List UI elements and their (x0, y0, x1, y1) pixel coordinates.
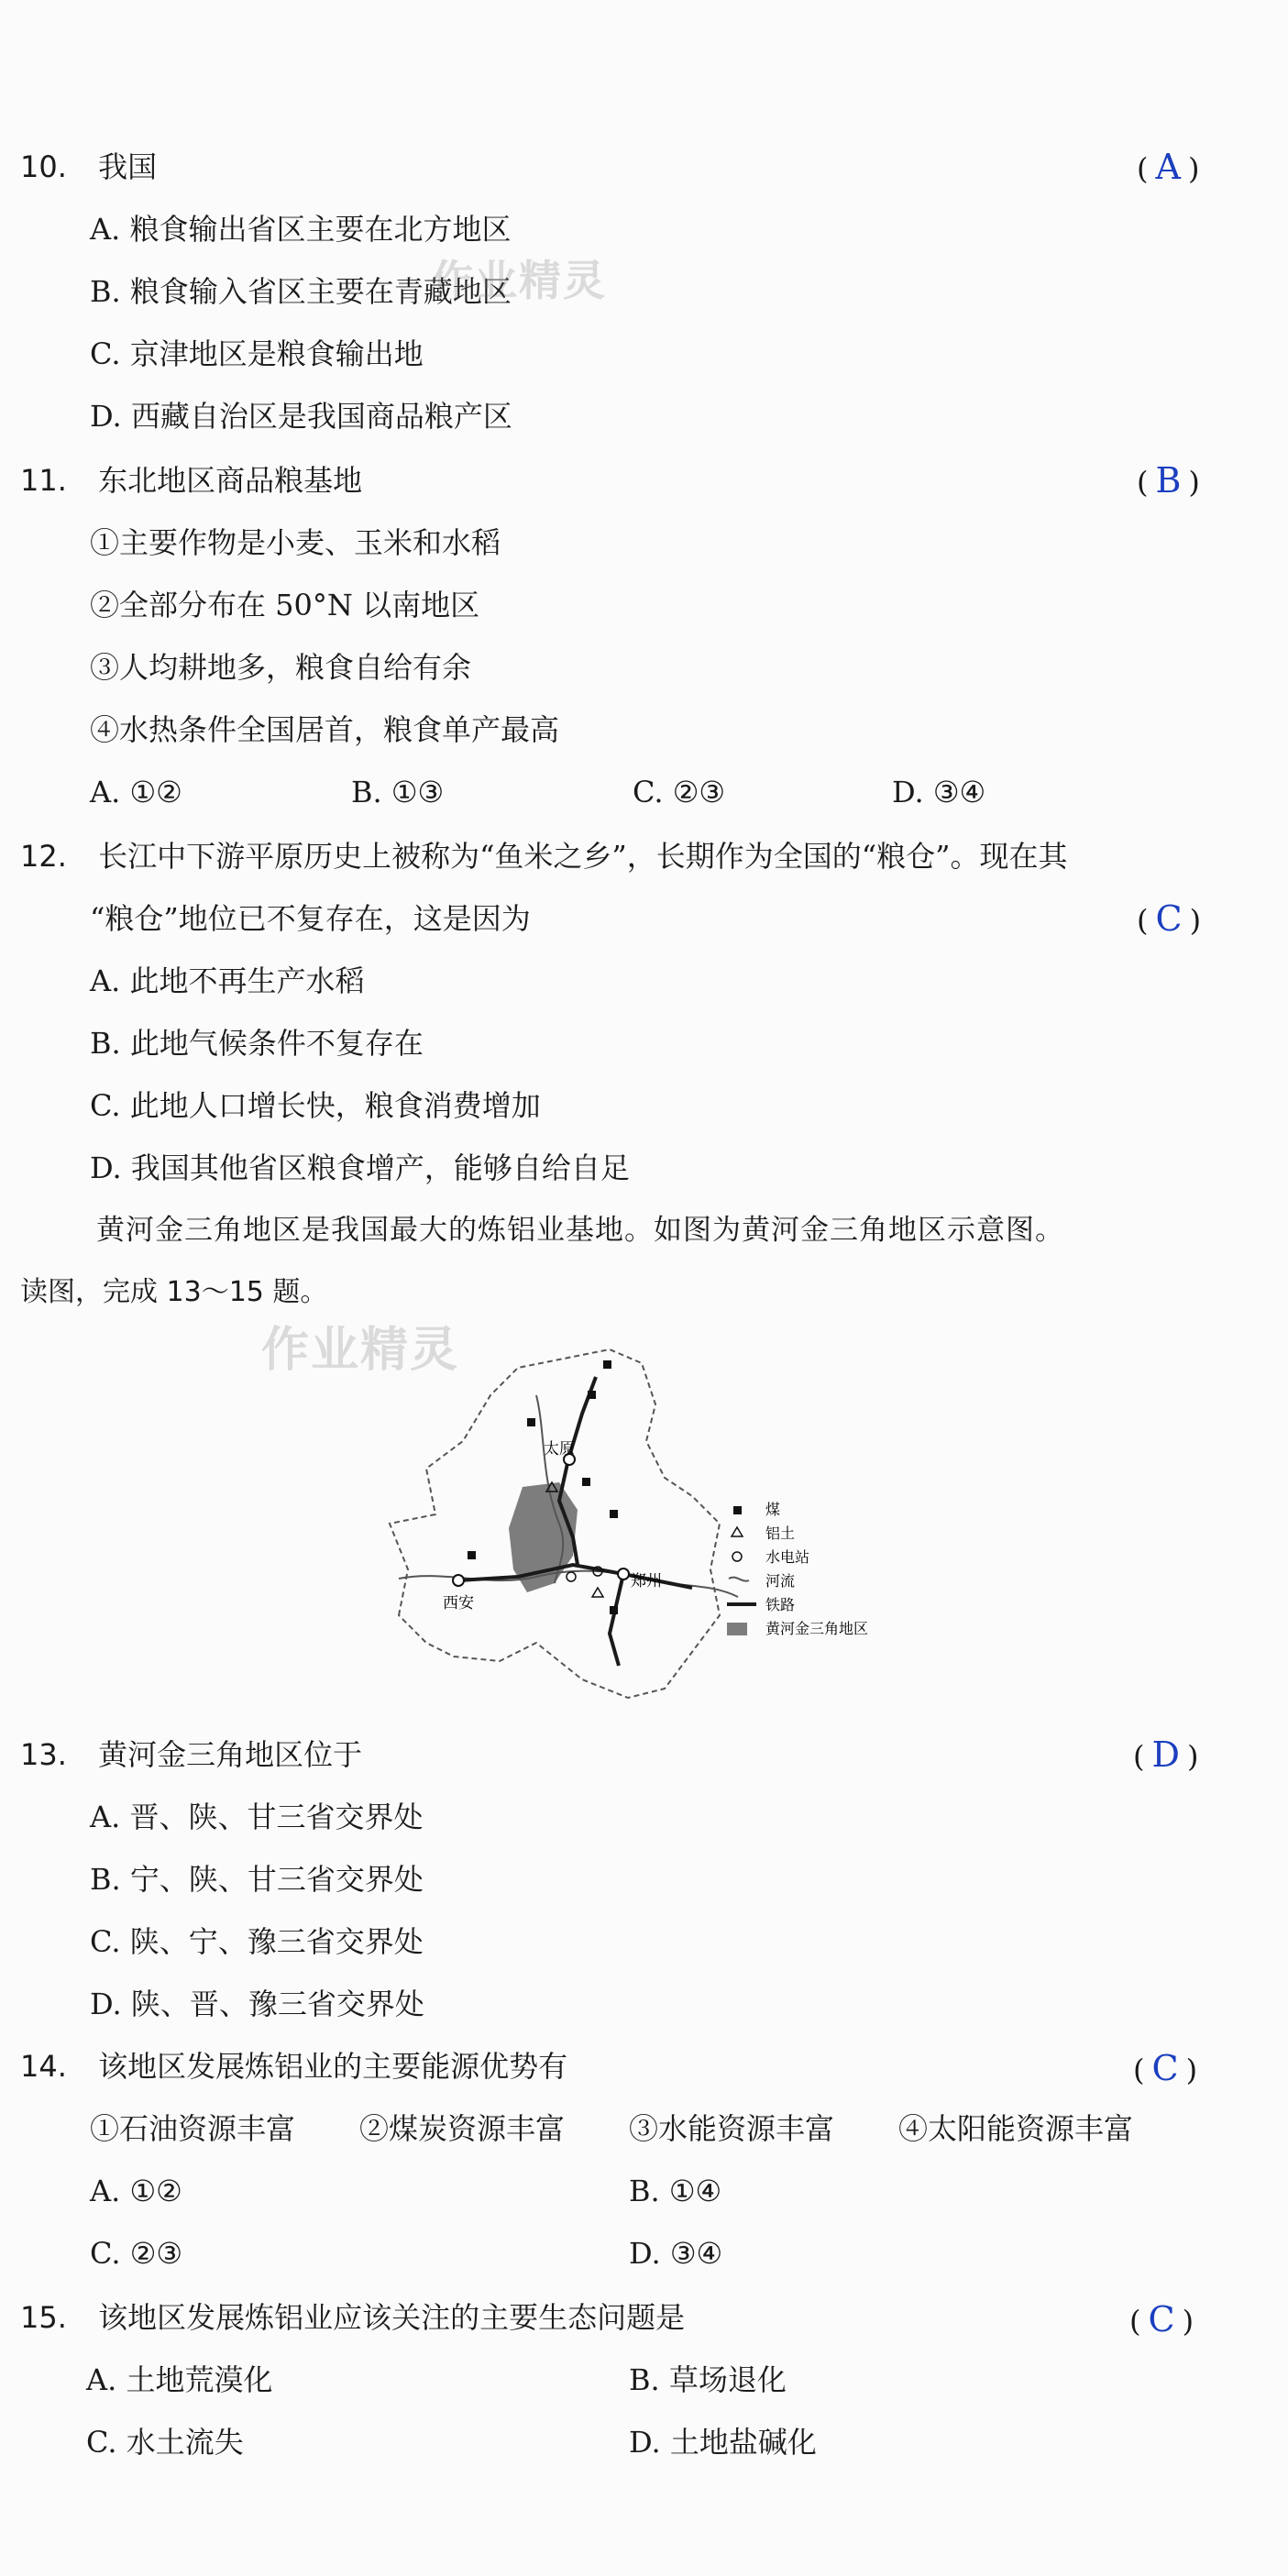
railway-line (610, 1574, 623, 1666)
question-15-stem (20, 2299, 685, 2336)
question-10-stem (20, 149, 157, 185)
question-15-answer: ( C ) (1129, 2299, 1194, 2339)
option-a: A. 土地荒漠化 (86, 2362, 273, 2397)
question-12-answer: ( C ) (1137, 898, 1202, 939)
question-number: 12. (20, 839, 67, 874)
answer-letter: B (1155, 460, 1182, 501)
question-number: 11. (20, 463, 67, 498)
question-14-answer: ( C ) (1133, 2048, 1198, 2088)
city-label-zhengzhou: 郑州 (631, 1572, 662, 1591)
question-12-stem-cont: “粮仓”地位已不复存在，这是因为 (90, 901, 531, 936)
coal-icon (468, 1551, 476, 1559)
option-c: C. 此地人口增长快，粮食消费增加 (90, 1088, 541, 1123)
question-13-answer: ( D ) (1133, 1734, 1199, 1775)
question-stem: 我国 (98, 149, 158, 184)
coal-icon (582, 1478, 590, 1486)
question-number: 10. (20, 149, 67, 184)
coal-icon (610, 1510, 618, 1518)
option-d: D. ③④ (892, 775, 986, 809)
question-10-answer: ( A ) (1137, 147, 1200, 187)
statement-2: ②全部分布在 50°N 以南地区 (90, 588, 480, 622)
option-d: D. ③④ (629, 2236, 723, 2271)
option-b: B. 草场退化 (629, 2362, 787, 2397)
question-stem: 该地区发展炼铝业应该关注的主要生态问题是 (98, 2300, 686, 2335)
option-b: B. ①④ (629, 2174, 722, 2208)
legend-railway-label: 铁路 (765, 1596, 796, 1613)
option-c: C. 京津地区是粮食输出地 (90, 336, 424, 371)
answer-letter: C (1155, 898, 1183, 939)
question-number: 15. (20, 2300, 67, 2335)
statement-2: ②煤炭资源丰富 (359, 2111, 566, 2146)
option-b: B. 粮食输入省区主要在青藏地区 (90, 274, 512, 309)
statement-1: ①石油资源丰富 (90, 2111, 296, 2146)
statement-3: ③人均耕地多，粮食自给有余 (90, 650, 472, 685)
question-11-answer: ( B ) (1137, 460, 1200, 501)
option-a: A. 晋、陕、甘三省交界处 (90, 1800, 424, 1834)
city-label-taiyuan: 太原 (544, 1440, 575, 1459)
watermark: 作业精灵 (261, 1323, 460, 1378)
legend-region-icon (727, 1623, 747, 1635)
statement-3: ③水能资源丰富 (629, 2111, 835, 2146)
option-c: C. ②③ (633, 775, 726, 809)
legend-region-label: 黄河金三角地区 (765, 1620, 869, 1637)
question-13-stem (20, 1736, 362, 1773)
coal-icon (610, 1606, 618, 1614)
option-b: B. 此地气候条件不复存在 (90, 1026, 424, 1061)
legend-bauxite-icon (732, 1527, 743, 1536)
yellow-river (399, 1571, 738, 1597)
map-legend (727, 1501, 868, 1637)
passage-instruction: 读图，完成 13～15 题。 (20, 1276, 328, 1308)
legend-hydro-icon (732, 1552, 742, 1561)
question-14-stem (20, 2048, 567, 2085)
option-a: A. 粮食输出省区主要在北方地区 (90, 212, 512, 247)
coal-icon (603, 1360, 611, 1369)
passage-intro: 黄河金三角地区是我国最大的炼铝业基地。如图为黄河金三角地区示意图。 (96, 1214, 1064, 1247)
answer-letter: C (1148, 2299, 1175, 2339)
option-d: D. 土地盐碱化 (629, 2425, 817, 2460)
coal-icon (527, 1418, 535, 1426)
option-d: D. 我国其他省区粮食增产，能够自给自足 (90, 1150, 630, 1185)
legend-coal-label: 煤 (765, 1501, 781, 1518)
question-stem: 该地区发展炼铝业的主要能源优势有 (98, 2049, 568, 2084)
question-11-stem (20, 462, 362, 499)
map-figure (362, 1340, 912, 1707)
question-number: 14. (20, 2049, 67, 2084)
city-marker (453, 1575, 464, 1586)
option-b: B. ①③ (351, 775, 445, 809)
question-number: 13. (20, 1737, 67, 1772)
option-c: C. 水土流失 (86, 2425, 244, 2460)
option-c: C. 陕、宁、豫三省交界处 (90, 1924, 424, 1959)
answer-letter: A (1155, 147, 1181, 187)
question-stem: 长江中下游平原历史上被称为“鱼米之乡”，长期作为全国的“粮仓”。现在其 (98, 839, 1068, 874)
option-d: D. 陕、晋、豫三省交界处 (90, 1987, 424, 2021)
watermark: 作业精灵 (431, 256, 607, 305)
answer-letter: C (1151, 2048, 1179, 2088)
option-d: D. 西藏自治区是我国商品粮产区 (90, 399, 512, 434)
option-a: A. ①② (90, 2174, 182, 2208)
coal-icon (588, 1391, 596, 1399)
legend-river-label: 河流 (765, 1572, 796, 1590)
yellow-river-triangle-map (362, 1340, 912, 1707)
statement-4: ④水热条件全国居首，粮食单产最高 (90, 712, 560, 747)
legend-bauxite-label: 铝土 (765, 1525, 796, 1542)
answer-letter: D (1151, 1734, 1180, 1775)
question-stem: 东北地区商品粮基地 (98, 463, 363, 498)
hydro-station-icon (567, 1572, 576, 1581)
statement-4: ④太阳能资源丰富 (898, 2111, 1134, 2146)
option-c: C. ②③ (90, 2236, 183, 2271)
bauxite-icon (592, 1588, 603, 1597)
city-label-xian: 西安 (443, 1594, 474, 1613)
option-a: A. ①② (90, 775, 182, 809)
question-12-stem (20, 838, 1068, 875)
legend-coal-icon (733, 1506, 742, 1514)
option-b: B. 宁、陕、甘三省交界处 (90, 1862, 424, 1897)
option-a: A. 此地不再生产水稻 (90, 963, 365, 998)
question-stem: 黄河金三角地区位于 (98, 1737, 363, 1772)
statement-1: ①主要作物是小麦、玉米和水稻 (90, 525, 501, 560)
legend-hydro-label: 水电站 (765, 1548, 810, 1566)
city-marker (618, 1569, 629, 1580)
legend-river-icon (729, 1578, 749, 1581)
